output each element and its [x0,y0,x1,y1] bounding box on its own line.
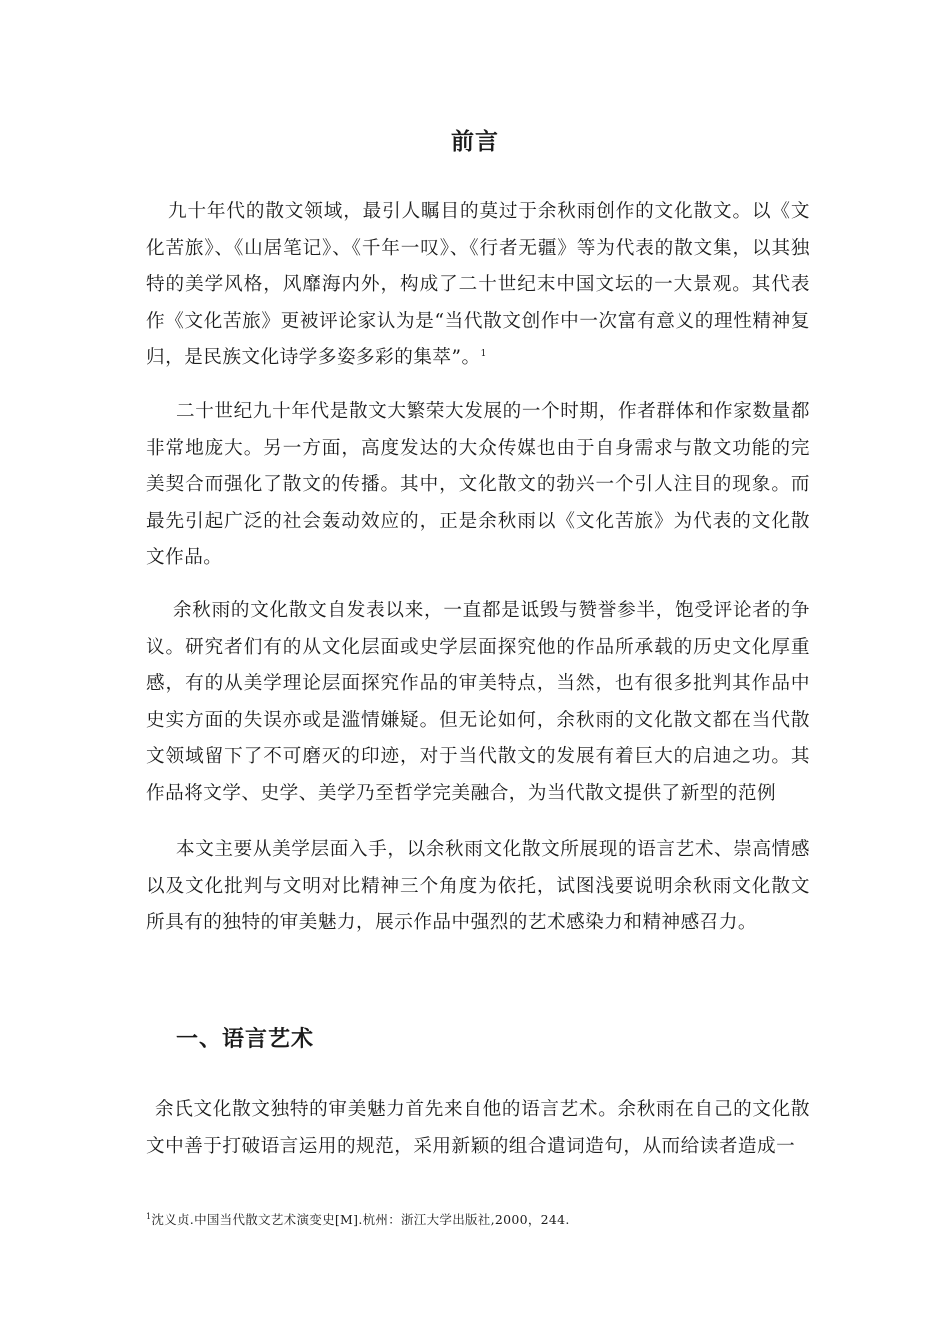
paragraph-text: 二十世纪九十年代是散文大繁荣大发展的一个时期，作者群体和作家数量都非常地庞大。另一方面，高度发达的大众传媒也由于自身需求与散文功能的完美契合而强化了散文的传播。其中，文化散文的勃兴一个引人注目的现象。而最先引起广泛的社会轰动效应的，正是余秋雨以《文化苦旅》为代表的文化散文作品。 [146,401,810,568]
section-paragraph-1 [146,1092,810,1165]
footnote [146,1210,570,1230]
preface-paragraph-2 [146,394,810,577]
paragraph-text: 余氏文化散文独特的审美魅力首先来自他的语言艺术。余秋雨在自己的文化散文中善于打破语言运用的规范，采用新颖的组合遣词造句，从而给读者造成一 [146,1099,810,1157]
section-heading: 一、语言艺术 [176,1027,315,1052]
paragraph-text: 九十年代的散文领域，最引人瞩目的莫过于余秋雨创作的文化散文。以《文化苦旅》、《山居笔记》、《千年一叹》、《行者无疆》等为代表的散文集，以其独特的美学风格，风靡海内外，构成了二十世纪末中国文坛的一大景观。其代表作《文化苦旅》更被评论家认为是“当代散文创作中一次富有意义的理性精神复归，是民族文化诗学多姿多彩的集萃”。 [146,201,810,368]
preface-paragraph-3 [146,593,810,812]
paragraph-text: 本文主要从美学层面入手，以余秋雨文化散文所展现的语言艺术、崇高情感以及文化批判与文明对比精神三个角度为依托，试图浅要说明余秋雨文化散文所具有的独特的审美魅力，展示作品中强烈的艺术感染力和精神感召力。 [146,839,810,933]
paragraph-text: 余秋雨的文化散文自发表以来，一直都是诋毁与赞誉参半，饱受评论者的争议。研究者们有的从文化层面或史学层面探究他的作品所承载的历史文化厚重感，有的从美学理论层面探究作品的审美特点，当然，也有很多批判其作品中史实方面的失误亦或是滥情嫌疑。但无论如何，余秋雨的文化散文都在当代散文领域留下了不可磨灭的印迹，对于当代散文的发展有着巨大的启迪之功。其作品将文学、史学、美学乃至哲学完美融合，为当代散文提供了新型的范例 [146,600,810,804]
footnote-mark: 1 [146,1211,152,1221]
footnote-text: 沈义贞.中国当代散文艺术演变史[M].杭州：浙江大学出版社,2000，244. [151,1212,570,1227]
page-title: 前言 [451,129,499,155]
preface-paragraph-4 [146,832,810,942]
footnote-separator [146,1200,336,1201]
preface-paragraph-1 [146,194,810,377]
footnote-reference[interactable]: 1 [480,348,487,359]
